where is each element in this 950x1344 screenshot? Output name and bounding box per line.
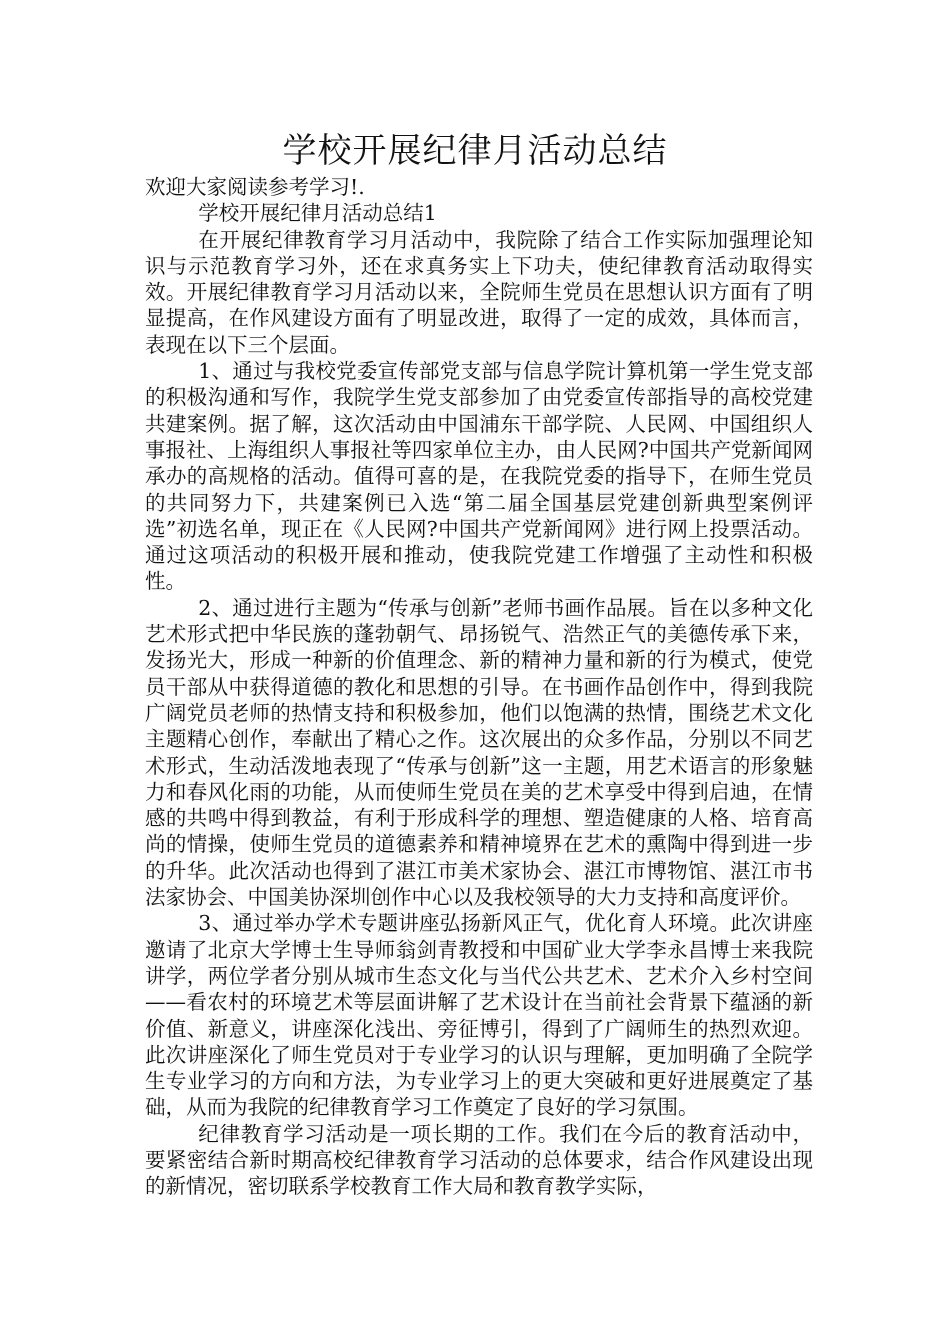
section-subtitle: 学校开展纪律月活动总结1	[198, 201, 437, 226]
paragraph-item-1: 1、通过与我校党委宣传部党支部与信息学院计算机第一学生党支部的积极沟通和写作，我院学生党支部参加了由党委宣传部指导的高校党建共建案例。据了解，这次活动由中国浦东干部学院、人民网、中国组织人事报社、上海组织人事报社等四家单位主办，由人民网?中国共产党新闻网承办的高规格的活动。值得可喜的是，在我院党委的指导下，在师生党员的共同努力下，共建案例已入选“第二届全国基层党建创新典型案例评选”初选名单，现正在《人民网?中国共产党新闻网》进行网上投票活动。通过这项活动的积极开展和推动，使我院党建工作增强了主动性和积极性。	[145, 359, 813, 594]
paragraph-overview: 在开展纪律教育学习月活动中，我院除了结合工作实际加强理论知识与示范教育学习外，还在求真务实上下功夫，使纪律教育活动取得实效。开展纪律教育学习月活动以来，全院师生党员在思想认识方面有了明显提高，在作风建设方面有了明显改进，取得了一定的成效，具体而言，表现在以下三个层面。	[145, 227, 813, 357]
document-body	[145, 174, 813, 1200]
paragraph-closing: 纪律教育学习活动是一项长期的工作。我们在今后的教育活动中，要紧密结合新时期高校纪律教育学习活动的总体要求，结合作风建设出现的新情况，密切联系学校教育工作大局和教育教学实际，	[145, 1121, 813, 1199]
paragraph-item-3: 3、通过举办学术专题讲座弘扬新风正气，优化育人环境。此次讲座邀请了北京大学博士生导师翁剑青教授和中国矿业大学李永昌博士来我院讲学，两位学者分别从城市生态文化与当代公共艺术、艺术介入乡村空间——看农村的环境艺术等层面讲解了艺术设计在当前社会背景下蕴涵的新价值、新意义，讲座深化浅出、旁征博引，得到了广阔师生的热烈欢迎。此次讲座深化了师生党员对于专业学习的认识与理解，更加明确了全院学生专业学习的方向和方法，为专业学习上的更大突破和更好进展奠定了基础，从而为我院的纪律教育学习工作奠定了良好的学习氛围。	[145, 911, 813, 1120]
intro-line: 欢迎大家阅读参考学习!.	[145, 175, 365, 199]
document-title: 学校开展纪律月活动总结	[282, 131, 668, 171]
paragraph-item-2: 2、通过进行主题为“传承与创新”老师书画作品展。旨在以多种文化艺术形式把中华民族的蓬勃朝气、昂扬锐气、浩然正气的美德传承下来，发扬光大，形成一种新的价值理念、新的精神力量和新的行为模式，使党员干部从中获得道德的教化和思想的引导。在书画作品创作中，得到我院广阔党员老师的热情支持和积极参加，他们以饱满的热情，围绕艺术文化主题精心创作，奉献出了精心之作。这次展出的众多作品，分别以不同艺术形式，生动活泼地表现了“传承与创新”这一主题，用艺术语言的形象魅力和春风化雨的功能，从而使师生党员在美的艺术享受中得到启迪，在情感的共鸣中得到教益，有利于形成科学的理想、塑造健康的人格、培育高尚的情操，使师生党员的道德素养和精神境界在艺术的熏陶中得到进一步的升华。此次活动也得到了湛江市美术家协会、湛江市博物馆、湛江市书法家协会、中国美协深圳创作中心以及我校领导的大力支持和高度评价。	[145, 595, 813, 910]
